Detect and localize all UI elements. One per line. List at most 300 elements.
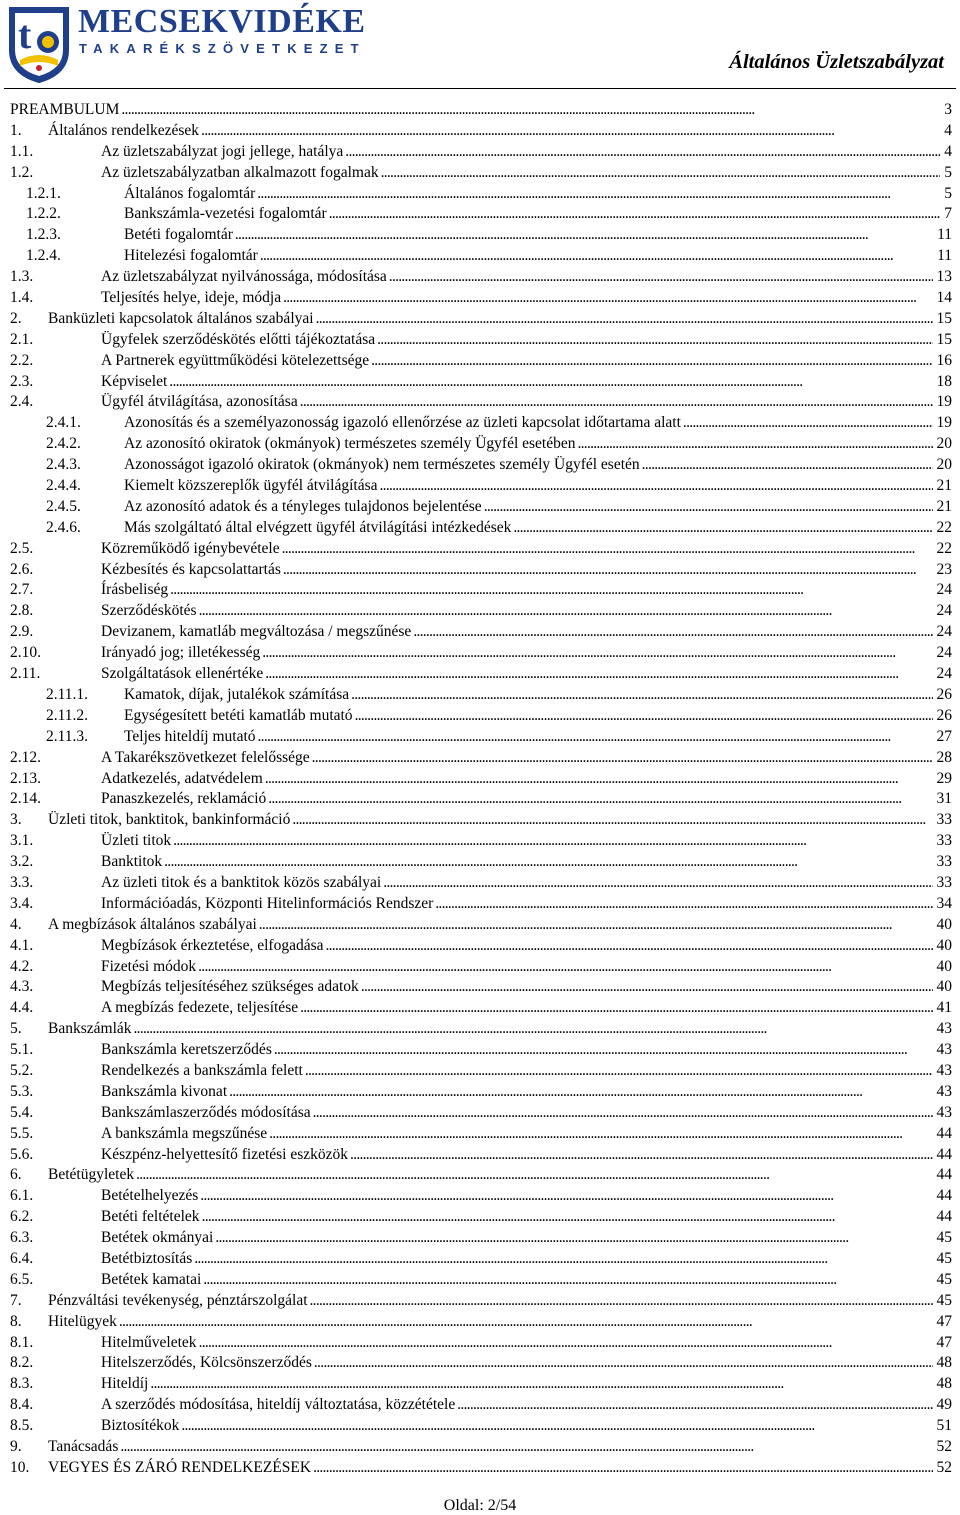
toc-entry-number: 5. — [10, 1020, 22, 1038]
toc-entry-line — [48, 1019, 952, 1040]
toc-entry-number: 6.5. — [10, 1270, 34, 1288]
toc-dot-leader — [383, 873, 932, 894]
toc-dot-leader — [150, 1374, 932, 1395]
toc-entry-line — [101, 789, 952, 810]
toc-entry-line — [48, 1165, 952, 1186]
toc-entry-page: 49 — [933, 1395, 953, 1416]
toc-entry-number: 2.14. — [10, 790, 41, 808]
toc-entry-number: 2.10. — [10, 644, 41, 662]
toc-entry[interactable] — [10, 330, 952, 351]
toc-entry-title[interactable]: Ügyfelek szerződéskötés előtti tájékoztatása — [101, 330, 377, 351]
toc-entry[interactable] — [10, 351, 952, 372]
toc-entry[interactable] — [10, 1019, 952, 1040]
toc-entry-title[interactable]: Bankszámla kivonat — [101, 1082, 229, 1103]
toc-entry-title[interactable]: Szerződéskötés — [101, 601, 199, 622]
toc-entry-line — [10, 100, 952, 121]
toc-entry-title[interactable]: Megbízások érkeztetése, elfogadása — [101, 936, 326, 957]
toc-entry-line — [101, 1249, 952, 1270]
toc-entry-page: 26 — [933, 706, 953, 727]
toc-entry-title[interactable]: Megbízás teljesítéséhez szükséges adatok — [101, 977, 361, 998]
toc-dot-leader — [484, 497, 933, 518]
toc-entry-line — [101, 539, 952, 560]
toc-entry-page: 5 — [940, 184, 952, 205]
toc-entry-number: 2.12. — [10, 748, 41, 766]
toc-entry-page: 19 — [933, 392, 953, 413]
toc-dot-leader — [229, 1082, 932, 1103]
toc-entry[interactable] — [10, 518, 952, 539]
toc-entry[interactable] — [10, 1040, 952, 1061]
toc-entry[interactable] — [10, 142, 952, 163]
toc-entry-page: 44 — [933, 1165, 953, 1186]
toc-entry[interactable] — [10, 580, 952, 601]
toc-entry-line — [101, 769, 952, 790]
toc-entry-title[interactable]: Az üzleti titok és a banktitok közös szabályai — [101, 873, 383, 894]
toc-entry[interactable] — [10, 831, 952, 852]
toc-entry-number: 2.11.2. — [46, 706, 89, 724]
toc-entry-page: 44 — [933, 1145, 953, 1166]
toc-entry[interactable] — [10, 1207, 952, 1228]
toc-entry-page: 45 — [933, 1291, 953, 1312]
toc-entry[interactable] — [10, 1353, 952, 1374]
toc-entry-title[interactable]: Hitelügyek — [48, 1312, 119, 1333]
toc-entry-number: 5.3. — [10, 1082, 34, 1100]
toc-entry-title[interactable]: Az azonosító adatok és a tényleges tulajdonos bejelentése — [124, 497, 484, 518]
toc-entry-title[interactable]: Általános rendelkezések — [48, 121, 201, 142]
toc-entry-title[interactable]: Az azonosító okiratok (okmányok) természetes személy Ügyfél esetében — [124, 434, 578, 455]
toc-entry[interactable] — [10, 769, 952, 790]
toc-entry-title[interactable]: Azonosságot igazoló okiratok (okmányok) nem természetes személy Ügyfél esetén — [124, 455, 642, 476]
toc-entry-page: 44 — [933, 1207, 953, 1228]
toc-entry[interactable] — [10, 706, 952, 727]
toc-entry[interactable] — [10, 1333, 952, 1354]
toc-entry-line — [101, 351, 952, 372]
toc-entry-number: 2.3. — [10, 372, 34, 390]
toc-entry[interactable] — [10, 1374, 952, 1395]
toc-entry-line — [101, 1333, 952, 1354]
toc-entry-title[interactable]: Biztosítékok — [101, 1416, 181, 1437]
toc-entry-line — [101, 977, 952, 998]
toc-entry[interactable] — [10, 184, 952, 205]
toc-entry-title[interactable]: Hitelezési fogalomtár — [124, 246, 260, 267]
toc-entry[interactable] — [10, 246, 952, 267]
toc-entry-number: 2.5. — [10, 539, 34, 557]
toc-entry-number: 8.4. — [10, 1396, 34, 1414]
toc-entry-number: 1.2.1. — [26, 184, 61, 202]
toc-dot-leader — [169, 372, 932, 393]
toc-entry-page: 45 — [933, 1249, 953, 1270]
toc-entry-title[interactable]: Teljes hiteldíj mutató — [124, 727, 258, 748]
toc-entry[interactable] — [10, 497, 952, 518]
toc-entry[interactable] — [10, 727, 952, 748]
toc-entry-page: 11 — [933, 225, 952, 246]
toc-entry-title[interactable]: Fizetési módok — [101, 957, 198, 978]
toc-entry-number: 6.1. — [10, 1187, 34, 1205]
toc-entry[interactable] — [10, 1312, 952, 1333]
toc-entry-title[interactable]: Betétek kamatai — [101, 1270, 203, 1291]
toc-entry-title[interactable]: Teljesítés helye, ideje, módja — [101, 288, 283, 309]
toc-entry[interactable] — [10, 1061, 952, 1082]
toc-entry-page: 14 — [933, 288, 953, 309]
toc-entry-title[interactable]: PREAMBULUM — [10, 100, 121, 121]
toc-entry-title[interactable]: Kézbesítés és kapcsolattartás — [101, 560, 283, 581]
toc-entry-line — [48, 1437, 952, 1458]
toc-entry-line — [101, 288, 952, 309]
toc-entry-line — [101, 1353, 952, 1374]
toc-entry-number: 4. — [10, 915, 22, 933]
toc-entry-page: 47 — [933, 1312, 953, 1333]
toc-entry-line — [124, 434, 952, 455]
toc-entry-title[interactable]: Betétek okmányai — [101, 1228, 215, 1249]
toc-entry-title[interactable]: Szolgáltatások ellenértéke — [101, 664, 265, 685]
toc-entry-number: 1.4. — [10, 289, 34, 307]
toc-entry-title[interactable]: Irányadó jog; illetékesség — [101, 643, 262, 664]
toc-entry-page: 5 — [940, 163, 952, 184]
toc-entry[interactable] — [10, 267, 952, 288]
toc-entry-title[interactable]: Kiemelt közszereplők ügyfél átvilágítása — [124, 476, 380, 497]
toc-entry-title[interactable]: Betételhelyezés — [101, 1186, 200, 1207]
svg-text:t: t — [18, 12, 32, 57]
toc-entry-title[interactable]: Adatkezelés, adatvédelem — [101, 769, 265, 790]
toc-entry[interactable] — [10, 1228, 952, 1249]
toc-dot-leader — [513, 518, 932, 539]
toc-entry-title[interactable]: Betétbiztosítás — [101, 1249, 194, 1270]
toc-entry-number: 2.4.4. — [46, 477, 81, 495]
toc-entry[interactable] — [10, 434, 952, 455]
toc-entry-page: 15 — [933, 330, 953, 351]
document-title: Általános Üzletszabályzat — [729, 51, 944, 73]
toc-entry-page: 4 — [940, 142, 952, 163]
toc-entry-page: 45 — [933, 1228, 953, 1249]
toc-entry[interactable] — [10, 1270, 952, 1291]
toc-entry[interactable] — [10, 915, 952, 936]
toc-entry-title[interactable]: Tanácsadás — [48, 1437, 120, 1458]
toc-entry-page: 24 — [933, 622, 953, 643]
toc-entry[interactable] — [10, 1082, 952, 1103]
toc-entry[interactable] — [10, 1124, 952, 1145]
toc-entry-number: 2.11.1. — [46, 685, 89, 703]
toc-entry-number: 2.4. — [10, 393, 34, 411]
toc-entry-number: 3.3. — [10, 873, 34, 891]
toc-entry-page: 22 — [933, 518, 953, 539]
toc-entry-number: 5.4. — [10, 1103, 34, 1121]
toc-entry-line — [48, 1291, 952, 1312]
toc-entry-title[interactable]: Hiteldíj — [101, 1374, 150, 1395]
toc-entry[interactable] — [10, 601, 952, 622]
toc-entry-title[interactable]: A Partnerek együttműködési kötelezettsége — [101, 351, 371, 372]
toc-entry-line — [48, 1312, 952, 1333]
toc-entry-number: 8.2. — [10, 1354, 34, 1372]
page-header — [0, 0, 960, 92]
toc-entry[interactable] — [10, 810, 952, 831]
toc-entry[interactable] — [10, 685, 952, 706]
toc-entry-title[interactable]: A Takarékszövetkezet felelőssége — [101, 748, 312, 769]
toc-entry-title[interactable]: Devizanem, kamatláb megváltozása / megszűnése — [101, 622, 413, 643]
toc-entry-page: 18 — [933, 372, 953, 393]
toc-entry-line — [124, 497, 952, 518]
toc-entry[interactable] — [10, 789, 952, 810]
toc-entry-line — [101, 1416, 952, 1437]
toc-dot-leader — [345, 142, 940, 163]
toc-entry[interactable] — [10, 957, 952, 978]
toc-entry-line — [101, 873, 952, 894]
toc-entry-title[interactable]: Banktitok — [101, 852, 164, 873]
toc-entry-line — [101, 142, 952, 163]
toc-entry-line — [101, 267, 952, 288]
toc-dot-leader — [215, 1228, 932, 1249]
toc-entry-title[interactable]: Pénzváltási tevékenység, pénztárszolgálat — [48, 1291, 310, 1312]
brand-name: MECSEKVIDÉKE — [78, 3, 366, 40]
toc-dot-leader — [329, 204, 941, 225]
toc-entry-number: 2.4.1. — [46, 414, 81, 432]
toc-entry[interactable] — [10, 163, 952, 184]
toc-entry[interactable] — [10, 643, 952, 664]
toc-entry-number: 4.1. — [10, 936, 34, 954]
toc-dot-leader — [170, 580, 932, 601]
toc-entry[interactable] — [10, 1165, 952, 1186]
toc-entry-number: 1.2.2. — [26, 205, 61, 223]
toc-entry[interactable] — [10, 1103, 952, 1124]
toc-entry-number: 4.4. — [10, 999, 34, 1017]
toc-dot-leader — [258, 727, 933, 748]
toc-entry-title[interactable]: Betéti fogalomtár — [124, 225, 235, 246]
toc-entry-page: 24 — [933, 601, 953, 622]
toc-entry[interactable] — [10, 852, 952, 873]
toc-entry-title[interactable]: Kamatok, díjak, jutalékok számítása — [124, 685, 351, 706]
toc-entry-line — [101, 1186, 952, 1207]
toc-entry[interactable] — [10, 622, 952, 643]
toc-entry-line — [101, 163, 952, 184]
toc-entry-page: 24 — [933, 664, 953, 685]
toc-entry-title[interactable]: A szerződés módosítása, hiteldíj változtatása, közzététele — [101, 1395, 457, 1416]
toc-dot-leader — [259, 915, 933, 936]
toc-entry-number: 2.9. — [10, 623, 34, 641]
toc-entry-number: 5.1. — [10, 1041, 34, 1059]
toc-dot-leader — [381, 163, 941, 184]
toc-dot-leader — [119, 1312, 933, 1333]
toc-entry[interactable] — [10, 309, 952, 330]
toc-dot-leader — [136, 1165, 932, 1186]
toc-dot-leader — [265, 769, 933, 790]
toc-entry-line — [124, 518, 952, 539]
toc-entry-title[interactable]: Panaszkezelés, reklamáció — [101, 789, 268, 810]
toc-entry-page: 22 — [933, 539, 953, 560]
toc-entry-page: 24 — [933, 580, 953, 601]
toc-dot-leader — [265, 664, 932, 685]
toc-entry-title[interactable]: Üzleti titok, banktitok, bankinformáció — [48, 810, 292, 831]
toc-entry-title[interactable]: Betéti feltételek — [101, 1207, 202, 1228]
toc-entry-line — [101, 580, 952, 601]
toc-dot-leader — [283, 288, 932, 309]
toc-entry-title[interactable]: Képviselet — [101, 372, 169, 393]
toc-entry-page: 43 — [933, 1040, 953, 1061]
toc-entry-title[interactable]: Bankszámla keretszerződés — [101, 1040, 274, 1061]
toc-entry-line — [101, 894, 952, 915]
toc-entry-title[interactable]: Egységesített betéti kamatláb mutató — [124, 706, 355, 727]
toc-entry[interactable] — [10, 1437, 952, 1458]
toc-entry-title[interactable]: A megbízások általános szabályai — [48, 915, 259, 936]
toc-entry-number: 2.7. — [10, 581, 34, 599]
toc-entry-number: 1.2.4. — [26, 247, 61, 265]
toc-entry[interactable] — [10, 204, 952, 225]
toc-entry-title[interactable]: Készpénz-helyettesítő fizetési eszközök — [101, 1145, 350, 1166]
toc-entry-page: 52 — [933, 1437, 953, 1458]
toc-entry-page: 40 — [933, 957, 953, 978]
toc-entry-title[interactable]: Bankszámlaszerződés módosítása — [101, 1103, 313, 1124]
toc-entry[interactable] — [10, 748, 952, 769]
cooperative-logo-icon — [6, 4, 72, 84]
toc-entry-title[interactable]: Bankszámla-vezetési fogalomtár — [124, 204, 329, 225]
toc-entry-line — [101, 372, 952, 393]
toc-entry-line — [101, 1374, 952, 1395]
toc-entry-line — [101, 330, 952, 351]
page-number: Oldal: 2/54 — [443, 1497, 517, 1514]
toc-entry-title[interactable]: Hitelszerződés, Kölcsönszerződés — [101, 1353, 314, 1374]
toc-dot-leader — [203, 1270, 932, 1291]
toc-entry-number: 8.3. — [10, 1375, 34, 1393]
toc-entry[interactable] — [10, 392, 952, 413]
toc-dot-leader — [578, 434, 933, 455]
toc-entry-number: 1.3. — [10, 268, 34, 286]
toc-dot-leader — [316, 309, 933, 330]
toc-dot-leader — [314, 1353, 933, 1374]
toc-entry[interactable] — [10, 936, 952, 957]
toc-entry-title[interactable]: Banküzleti kapcsolatok általános szabályai — [48, 309, 316, 330]
toc-entry-title[interactable]: Információadás, Központi Hitelinformációs Rendszer — [101, 894, 435, 915]
toc-entry[interactable] — [10, 1145, 952, 1166]
toc-entry-title[interactable]: Közreműködő igénybevétele — [101, 539, 282, 560]
toc-entry-line — [101, 1145, 952, 1166]
toc-dot-leader — [389, 267, 933, 288]
toc-entry[interactable] — [10, 1291, 952, 1312]
toc-entry[interactable] — [10, 664, 952, 685]
toc-entry-page: 48 — [933, 1374, 953, 1395]
toc-entry-page: 13 — [933, 267, 953, 288]
toc-entry[interactable] — [10, 1458, 952, 1479]
toc-entry[interactable] — [10, 372, 952, 393]
toc-entry-title[interactable]: Az üzletszabályzatban alkalmazott fogalmak — [101, 163, 381, 184]
toc-entry[interactable] — [10, 998, 952, 1019]
toc-entry[interactable] — [10, 977, 952, 998]
toc-entry-number: 2.4.6. — [46, 518, 81, 536]
toc-dot-leader — [257, 184, 940, 205]
toc-entry-line — [101, 998, 952, 1019]
toc-dot-leader — [269, 1124, 932, 1145]
toc-entry-title[interactable]: Az üzletszabályzat nyilvánossága, módosítása — [101, 267, 389, 288]
toc-entry-title[interactable]: Bankszámlák — [48, 1019, 134, 1040]
toc-entry-title[interactable]: Azonosítás és a személyazonosság igazoló ellenőrzése az üzleti kapcsolat időtartama alatt — [124, 413, 683, 434]
toc-dot-leader — [202, 1207, 933, 1228]
toc-entry-page: 41 — [933, 998, 953, 1019]
toc-dot-leader — [262, 643, 932, 664]
toc-entry-page: 45 — [933, 1270, 953, 1291]
toc-entry-title[interactable]: Rendelkezés a bankszámla felett — [101, 1061, 305, 1082]
toc-entry-title[interactable]: Általános fogalomtár — [124, 184, 257, 205]
toc-entry-number: 6.2. — [10, 1208, 34, 1226]
toc-entry-title[interactable]: VEGYES ÉS ZÁRÓ RENDELKEZÉSEK — [48, 1458, 313, 1479]
toc-entry-line — [101, 560, 952, 581]
toc-entry-line — [101, 957, 952, 978]
toc-entry-title[interactable]: Írásbeliség — [101, 580, 170, 601]
toc-entry-line — [48, 121, 952, 142]
toc-entry-page: 43 — [933, 1103, 953, 1124]
toc-entry[interactable] — [10, 1416, 952, 1437]
toc-dot-leader — [199, 1333, 933, 1354]
toc-dot-leader — [283, 560, 933, 581]
toc-entry-number: 5.5. — [10, 1124, 34, 1142]
toc-entry[interactable] — [10, 476, 952, 497]
toc-dot-leader — [282, 539, 933, 560]
toc-entry-title[interactable]: Üzleti titok — [101, 831, 173, 852]
toc-dot-leader — [121, 100, 940, 121]
toc-dot-leader — [457, 1395, 932, 1416]
toc-entry[interactable] — [10, 1186, 952, 1207]
toc-entry[interactable] — [10, 288, 952, 309]
toc-entry-page: 28 — [933, 748, 953, 769]
toc-entry[interactable] — [10, 413, 952, 434]
toc-entry-title[interactable]: A bankszámla megszűnése — [101, 1124, 269, 1145]
toc-entry-number: 2. — [10, 309, 22, 327]
toc-entry-number: 2.11.3. — [46, 727, 89, 745]
toc-entry-title[interactable]: Ügyfél átvilágítása, azonosítása — [101, 392, 300, 413]
toc-entry[interactable] — [10, 1249, 952, 1270]
toc-entry[interactable] — [10, 894, 952, 915]
toc-entry-number: 5.2. — [10, 1061, 34, 1079]
toc-entry-number: 4.2. — [10, 957, 34, 975]
toc-entry-page: 7 — [940, 204, 952, 225]
toc-entry-number: 3.2. — [10, 853, 34, 871]
toc-entry-line — [101, 664, 952, 685]
toc-entry-number: 5.6. — [10, 1145, 34, 1163]
toc-entry-line — [101, 852, 952, 873]
toc-dot-leader — [194, 1249, 932, 1270]
toc-entry-number: 1.1. — [10, 142, 34, 160]
toc-entry[interactable] — [10, 225, 952, 246]
toc-entry-number: 8.1. — [10, 1333, 34, 1351]
toc-dot-leader — [300, 392, 933, 413]
toc-entry[interactable] — [10, 100, 952, 121]
toc-entry[interactable] — [10, 560, 952, 581]
toc-dot-leader — [326, 936, 933, 957]
toc-entry-title[interactable]: Betétügyletek — [48, 1165, 136, 1186]
toc-dot-leader — [361, 977, 933, 998]
toc-entry-page: 11 — [933, 246, 952, 267]
toc-entry-title[interactable]: Hitelműveletek — [101, 1333, 199, 1354]
toc-dot-leader — [134, 1019, 933, 1040]
toc-entry[interactable] — [10, 1395, 952, 1416]
toc-entry-page: 23 — [933, 560, 953, 581]
header-divider — [4, 88, 956, 89]
toc-entry-line — [101, 1103, 952, 1124]
toc-entry[interactable] — [10, 873, 952, 894]
toc-entry-number: 2.8. — [10, 602, 34, 620]
toc-dot-leader — [371, 351, 932, 372]
toc-entry-line — [48, 915, 952, 936]
toc-entry[interactable] — [10, 455, 952, 476]
toc-entry[interactable] — [10, 539, 952, 560]
toc-entry-title[interactable]: A megbízás fedezete, teljesítése — [101, 998, 300, 1019]
table-of-contents — [10, 100, 952, 1479]
toc-entry-line — [101, 1228, 952, 1249]
toc-entry-line — [101, 1207, 952, 1228]
toc-entry-number: 2.4.5. — [46, 497, 81, 515]
toc-entry[interactable] — [10, 121, 952, 142]
toc-entry-number: 8.5. — [10, 1417, 34, 1435]
toc-entry-title[interactable]: Más szolgáltató által elvégzett ügyfél átvilágítási intézkedések — [124, 518, 513, 539]
toc-entry-line — [124, 246, 952, 267]
toc-entry-number: 2.4.3. — [46, 456, 81, 474]
toc-entry-title[interactable]: Az üzletszabályzat jogi jellege, hatálya — [101, 142, 345, 163]
toc-dot-leader — [413, 622, 932, 643]
